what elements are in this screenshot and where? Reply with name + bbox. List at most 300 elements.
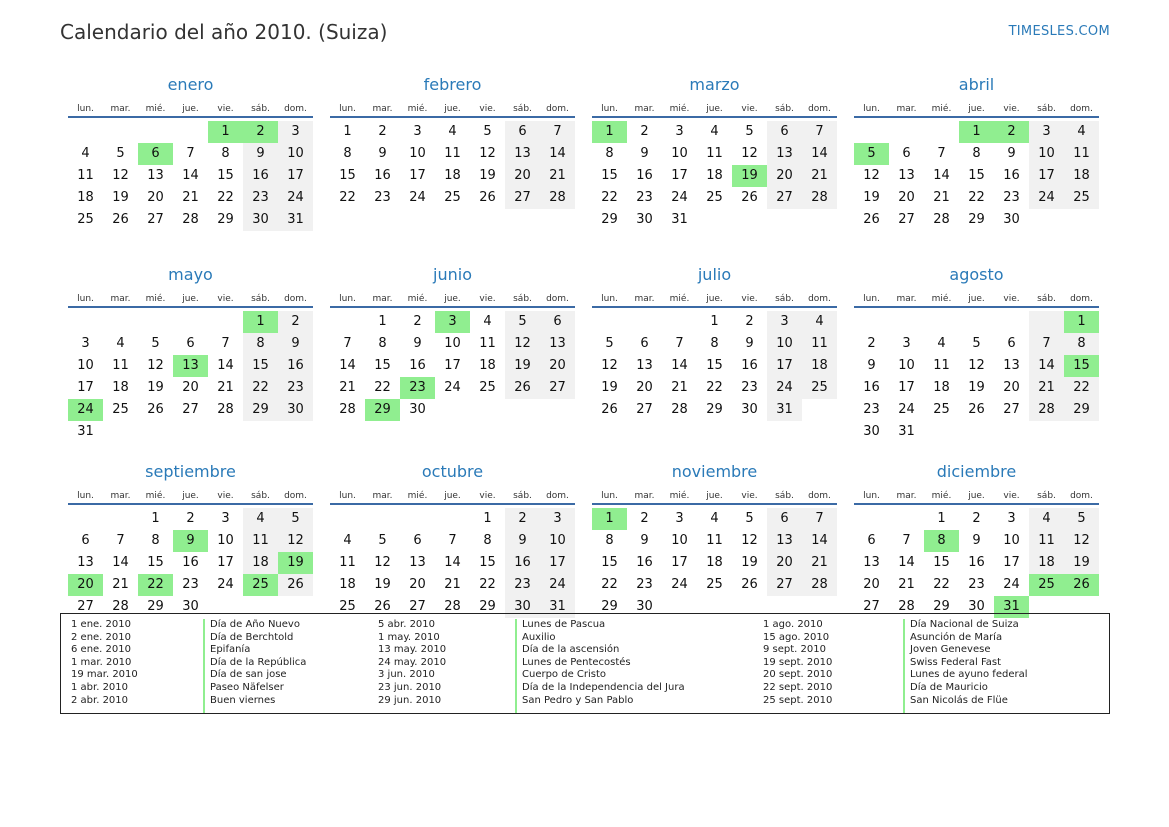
day-empty	[173, 311, 208, 333]
day-cell: 3	[675, 124, 684, 139]
day-cell: 31	[767, 399, 802, 421]
day-cell: 21	[933, 190, 950, 205]
day-cell: 3	[540, 508, 575, 530]
weekday-label: sáb.	[513, 104, 532, 114]
day-cell: 1	[483, 511, 492, 526]
day-cell: 9	[640, 533, 649, 548]
holiday-date: 25 sept. 2010	[763, 694, 833, 706]
day-cell: 16	[243, 165, 278, 187]
day-cell: 13	[409, 555, 426, 570]
day-cell: 25	[479, 380, 496, 395]
day-cell-holiday: 25	[243, 574, 278, 596]
day-cell: 4	[116, 336, 125, 351]
day-cell: 21	[339, 380, 356, 395]
day-cell: 26	[968, 402, 985, 417]
weekday-label: jue.	[444, 491, 461, 501]
day-cell: 25	[112, 402, 129, 417]
day-cell: 9	[867, 358, 876, 373]
day-cell: 20	[505, 165, 540, 187]
holiday-date: 13 may. 2010	[378, 644, 447, 656]
month-name: junio	[433, 265, 472, 284]
day-cell: 12	[278, 530, 313, 552]
holiday-date: 1 abr. 2010	[71, 681, 129, 693]
day-cell: 18	[706, 168, 723, 183]
weekday-label: lun.	[339, 491, 356, 501]
weekday-label: dom.	[284, 294, 307, 304]
day-empty	[662, 311, 697, 333]
day-cell: 11	[77, 168, 94, 183]
weekday-label: mié.	[145, 491, 166, 501]
weekday-label: lun.	[339, 294, 356, 304]
month-name: noviembre	[671, 462, 758, 481]
day-cell: 4	[937, 336, 946, 351]
day-grid	[68, 121, 313, 231]
weekday-label: jue.	[444, 294, 461, 304]
weekday-header	[330, 485, 575, 505]
day-cell-holiday: 6	[138, 143, 173, 165]
day-cell: 11	[1064, 143, 1099, 165]
weekday-label: sáb.	[1037, 491, 1056, 501]
month-name: marzo	[689, 75, 740, 94]
weekday-label: lun.	[77, 491, 94, 501]
day-cell: 22	[706, 380, 723, 395]
year-calendar	[68, 75, 1101, 659]
day-cell: 17	[444, 358, 461, 373]
day-cell: 18	[112, 380, 129, 395]
day-cell: 14	[671, 358, 688, 373]
day-cell: 19	[1064, 552, 1099, 574]
day-cell: 12	[741, 533, 758, 548]
day-empty	[924, 311, 959, 333]
day-cell: 21	[1029, 377, 1064, 399]
day-cell: 23	[968, 577, 985, 592]
weekday-label: sáb.	[1037, 294, 1056, 304]
day-cell: 8	[605, 146, 614, 161]
day-cell: 3	[675, 511, 684, 526]
day-cell: 30	[505, 596, 540, 618]
day-cell: 20	[182, 380, 199, 395]
holiday-name: Paseo Näfelser	[210, 681, 284, 693]
weekday-label: vie.	[217, 104, 234, 114]
day-cell: 14	[1029, 355, 1064, 377]
day-cell: 30	[636, 212, 653, 227]
day-cell: 7	[448, 533, 457, 548]
day-cell: 3	[1007, 511, 1016, 526]
weekday-label: sáb.	[251, 491, 270, 501]
day-cell: 16	[636, 555, 653, 570]
weekday-label: sáb.	[513, 294, 532, 304]
day-cell: 14	[540, 143, 575, 165]
day-cell: 15	[147, 555, 164, 570]
day-empty	[854, 121, 889, 143]
weekday-label: mié.	[931, 491, 952, 501]
day-cell: 14	[339, 358, 356, 373]
day-grid	[68, 311, 313, 443]
day-cell-holiday: 13	[173, 355, 208, 377]
day-empty	[68, 508, 103, 530]
day-cell: 8	[151, 533, 160, 548]
day-cell-holiday: 1	[959, 121, 994, 143]
month-mayo	[68, 265, 313, 462]
day-empty	[103, 311, 138, 333]
holiday-names-column	[203, 619, 378, 713]
day-cell: 2	[640, 124, 649, 139]
day-cell: 27	[636, 402, 653, 417]
day-cell: 2	[378, 124, 387, 139]
site-link[interactable]: TIMESLES.COM	[1008, 24, 1110, 39]
day-cell: 27	[1003, 402, 1020, 417]
day-cell: 15	[933, 555, 950, 570]
day-cell: 26	[112, 212, 129, 227]
month-febrero	[330, 75, 575, 265]
day-cell: 5	[505, 311, 540, 333]
day-cell: 16	[863, 380, 880, 395]
day-cell-holiday: 9	[173, 530, 208, 552]
weekday-label: jue.	[706, 104, 723, 114]
day-cell-holiday: 25	[1029, 574, 1064, 596]
day-cell: 30	[636, 599, 653, 614]
holiday-name: Swiss Federal Fast	[910, 656, 1002, 668]
holiday-date: 2 ene. 2010	[71, 631, 131, 643]
day-cell: 12	[741, 146, 758, 161]
day-cell: 5	[605, 336, 614, 351]
day-cell-holiday: 8	[924, 530, 959, 552]
day-cell: 29	[147, 599, 164, 614]
day-cell: 24	[278, 187, 313, 209]
day-cell: 16	[505, 552, 540, 574]
day-cell: 27	[409, 599, 426, 614]
day-cell: 29	[243, 399, 278, 421]
weekday-label: dom.	[284, 491, 307, 501]
day-cell-holiday: 20	[68, 574, 103, 596]
day-empty	[330, 311, 365, 333]
weekday-label: mar.	[372, 104, 393, 114]
day-grid	[592, 121, 837, 231]
day-cell: 22	[243, 377, 278, 399]
weekday-label: jue.	[182, 491, 199, 501]
day-cell: 2	[640, 511, 649, 526]
weekday-header	[854, 485, 1099, 505]
day-cell: 8	[1064, 333, 1099, 355]
day-cell: 15	[706, 358, 723, 373]
day-cell: 23	[243, 187, 278, 209]
day-cell: 3	[221, 511, 230, 526]
day-cell: 28	[671, 402, 688, 417]
day-cell: 22	[601, 577, 618, 592]
day-cell: 13	[863, 555, 880, 570]
day-cell: 26	[479, 190, 496, 205]
weekday-label: mié.	[407, 491, 428, 501]
day-cell: 15	[601, 555, 618, 570]
day-cell: 18	[706, 555, 723, 570]
weekday-label: mié.	[931, 104, 952, 114]
day-cell-holiday: 23	[400, 377, 435, 399]
day-cell: 21	[112, 577, 129, 592]
day-cell: 15	[243, 355, 278, 377]
day-cell: 20	[767, 552, 802, 574]
day-cell: 14	[898, 555, 915, 570]
day-cell: 1	[937, 511, 946, 526]
weekday-label: dom.	[546, 104, 569, 114]
weekday-label: sáb.	[775, 294, 794, 304]
holiday-date: 1 ene. 2010	[71, 619, 131, 630]
day-cell: 21	[217, 380, 234, 395]
weekday-label: lun.	[77, 294, 94, 304]
day-cell: 17	[898, 380, 915, 395]
month-name: agosto	[949, 265, 1004, 284]
weekday-label: vie.	[1003, 294, 1020, 304]
day-cell: 19	[112, 190, 129, 205]
day-cell: 22	[601, 190, 618, 205]
day-cell: 14	[112, 555, 129, 570]
month-enero	[68, 75, 313, 265]
holiday-name: Día de la República	[210, 656, 307, 668]
day-cell: 20	[409, 577, 426, 592]
day-empty	[854, 311, 889, 333]
day-cell: 28	[112, 599, 129, 614]
weekday-label: mar.	[634, 491, 655, 501]
day-cell: 25	[339, 599, 356, 614]
holiday-list	[60, 613, 1110, 714]
day-cell: 31	[671, 212, 688, 227]
month-name: octubre	[421, 462, 484, 481]
holiday-date: 1 ago. 2010	[763, 619, 823, 630]
holiday-name: Epifanía	[210, 644, 251, 656]
holiday-dates-column	[71, 619, 211, 713]
day-cell: 6	[540, 311, 575, 333]
day-cell: 20	[863, 577, 880, 592]
day-cell: 6	[640, 336, 649, 351]
day-cell: 2	[413, 314, 422, 329]
day-cell: 7	[675, 336, 684, 351]
day-cell: 11	[802, 333, 837, 355]
day-cell: 29	[968, 212, 985, 227]
weekday-label: jue.	[968, 294, 985, 304]
weekday-label: mar.	[896, 104, 917, 114]
day-cell: 6	[413, 533, 422, 548]
day-cell: 2	[972, 511, 981, 526]
page-title: Calendario del año 2010. (Suiza)	[60, 20, 388, 44]
day-cell: 29	[601, 599, 618, 614]
weekday-label: mar.	[110, 104, 131, 114]
day-cell: 7	[116, 533, 125, 548]
day-cell: 15	[217, 168, 234, 183]
day-cell: 26	[278, 574, 313, 596]
day-cell: 22	[217, 190, 234, 205]
weekday-label: mié.	[931, 294, 952, 304]
month-name: diciembre	[936, 462, 1017, 481]
day-empty	[627, 311, 662, 333]
day-cell: 21	[540, 165, 575, 187]
holiday-name: San Pedro y San Pablo	[522, 694, 634, 706]
day-empty	[1029, 311, 1064, 333]
day-cell: 17	[77, 380, 94, 395]
day-cell: 3	[81, 336, 90, 351]
weekday-label: mar.	[372, 491, 393, 501]
day-cell: 10	[217, 533, 234, 548]
holiday-name: Lunes de ayuno federal	[910, 669, 1028, 681]
weekday-label: jue.	[444, 104, 461, 114]
day-cell: 24	[444, 380, 461, 395]
day-cell: 18	[339, 577, 356, 592]
day-cell: 5	[378, 533, 387, 548]
day-cell: 15	[968, 168, 985, 183]
day-cell: 12	[1064, 530, 1099, 552]
day-cell: 14	[217, 358, 234, 373]
weekday-header	[592, 288, 837, 308]
weekday-label: mar.	[896, 294, 917, 304]
day-cell-holiday: 2	[243, 121, 278, 143]
holiday-name: Día de Mauricio	[910, 681, 988, 693]
weekday-label: dom.	[284, 104, 307, 114]
weekday-label: mié.	[669, 104, 690, 114]
day-cell: 2	[505, 508, 540, 530]
day-cell: 25	[706, 190, 723, 205]
day-cell: 6	[186, 336, 195, 351]
day-cell-holiday: 1	[592, 508, 627, 530]
day-cell: 9	[413, 336, 422, 351]
day-cell: 7	[937, 146, 946, 161]
day-cell: 27	[147, 212, 164, 227]
day-cell: 15	[601, 168, 618, 183]
day-cell: 28	[217, 402, 234, 417]
day-cell: 5	[972, 336, 981, 351]
weekday-label: vie.	[217, 491, 234, 501]
day-cell: 26	[741, 577, 758, 592]
day-cell: 23	[374, 190, 391, 205]
holiday-date: 1 mar. 2010	[71, 656, 132, 668]
day-cell: 30	[278, 399, 313, 421]
day-cell: 12	[479, 146, 496, 161]
day-cell: 10	[767, 333, 802, 355]
day-cell: 5	[1064, 508, 1099, 530]
day-cell: 27	[540, 377, 575, 399]
day-cell: 17	[217, 555, 234, 570]
day-cell: 4	[343, 533, 352, 548]
day-cell: 23	[741, 380, 758, 395]
day-cell: 8	[972, 146, 981, 161]
day-cell: 5	[116, 146, 125, 161]
day-cell: 24	[217, 577, 234, 592]
day-cell: 28	[933, 212, 950, 227]
day-cell: 3	[902, 336, 911, 351]
day-cell: 7	[186, 146, 195, 161]
day-cell: 7	[343, 336, 352, 351]
day-cell: 9	[243, 143, 278, 165]
day-cell: 16	[741, 358, 758, 373]
holiday-dates-column	[763, 619, 911, 713]
day-cell: 29	[479, 599, 496, 614]
day-cell: 24	[671, 577, 688, 592]
day-cell: 9	[505, 530, 540, 552]
holiday-name: Auxilio	[522, 631, 556, 643]
weekday-label: jue.	[182, 294, 199, 304]
weekday-label: dom.	[1070, 491, 1093, 501]
day-cell: 25	[77, 212, 94, 227]
day-cell-holiday: 1	[243, 311, 278, 333]
day-empty	[400, 508, 435, 530]
day-cell: 9	[278, 333, 313, 355]
day-cell: 13	[77, 555, 94, 570]
holiday-date: 23 jun. 2010	[378, 681, 442, 693]
day-cell: 3	[767, 311, 802, 333]
day-cell: 26	[505, 377, 540, 399]
holiday-date: 3 jun. 2010	[378, 669, 435, 681]
day-grid	[330, 508, 575, 618]
holiday-date: 9 sept. 2010	[763, 644, 826, 656]
day-grid	[592, 311, 837, 421]
holiday-date: 29 jun. 2010	[378, 694, 442, 706]
day-cell: 3	[413, 124, 422, 139]
weekday-label: lun.	[601, 104, 618, 114]
day-cell: 31	[77, 424, 94, 439]
day-cell: 9	[378, 146, 387, 161]
day-empty	[365, 508, 400, 530]
day-cell: 18	[444, 168, 461, 183]
day-cell: 10	[1029, 143, 1064, 165]
holiday-name: Asunción de María	[910, 631, 1003, 643]
weekday-label: lun.	[863, 294, 880, 304]
holiday-names-column	[903, 619, 1121, 713]
weekday-label: sáb.	[1037, 104, 1056, 114]
weekday-label: lun.	[601, 491, 618, 501]
day-cell: 8	[243, 333, 278, 355]
day-cell: 28	[802, 574, 837, 596]
day-cell: 8	[378, 336, 387, 351]
day-cell: 1	[710, 314, 719, 329]
day-cell: 5	[151, 336, 160, 351]
day-cell: 14	[802, 143, 837, 165]
day-empty	[208, 311, 243, 333]
month-marzo	[592, 75, 837, 265]
day-empty	[435, 508, 470, 530]
day-cell: 17	[540, 552, 575, 574]
day-cell: 6	[902, 146, 911, 161]
day-cell: 17	[671, 555, 688, 570]
holiday-name: Buen viernes	[210, 694, 276, 706]
day-cell: 30	[968, 599, 985, 614]
day-cell: 9	[1007, 146, 1016, 161]
day-cell: 9	[640, 146, 649, 161]
day-cell: 16	[1003, 168, 1020, 183]
month-name: febrero	[423, 75, 482, 94]
day-cell-holiday: 26	[1064, 574, 1099, 596]
day-empty	[854, 508, 889, 530]
day-cell: 17	[1003, 555, 1020, 570]
day-cell: 4	[243, 508, 278, 530]
day-cell: 12	[147, 358, 164, 373]
weekday-header	[854, 98, 1099, 118]
day-cell: 25	[933, 402, 950, 417]
day-cell: 22	[374, 380, 391, 395]
day-cell: 18	[77, 190, 94, 205]
day-cell: 4	[448, 124, 457, 139]
day-cell: 19	[147, 380, 164, 395]
day-cell: 4	[81, 146, 90, 161]
day-cell: 20	[540, 355, 575, 377]
holiday-name: Lunes de Pentecostés	[522, 656, 631, 668]
day-empty	[330, 508, 365, 530]
day-cell-holiday: 5	[854, 143, 889, 165]
day-cell: 29	[933, 599, 950, 614]
day-cell: 14	[933, 168, 950, 183]
day-empty	[173, 121, 208, 143]
day-cell: 22	[933, 577, 950, 592]
holiday-name: Día de la ascensión	[522, 644, 620, 656]
day-cell: 25	[1064, 187, 1099, 209]
weekday-header	[68, 288, 313, 308]
day-cell: 5	[745, 124, 754, 139]
